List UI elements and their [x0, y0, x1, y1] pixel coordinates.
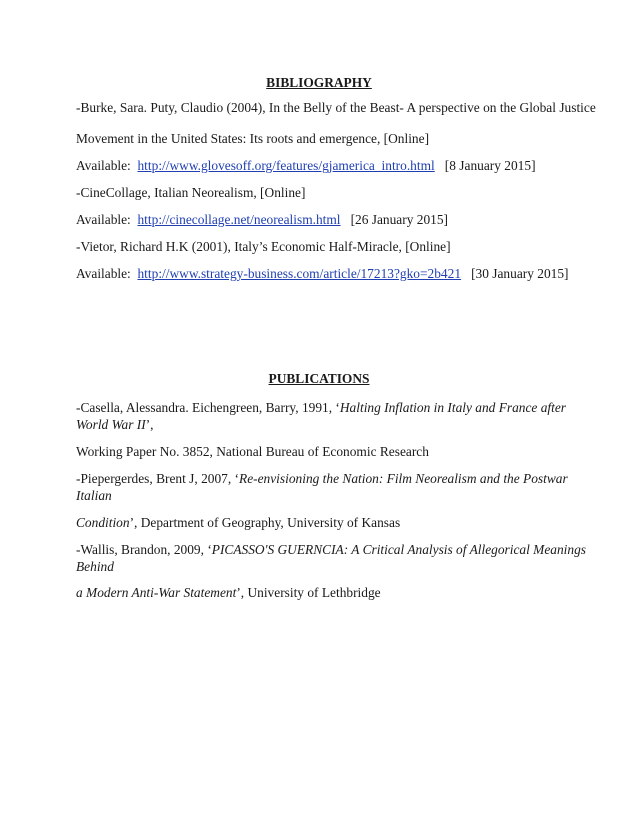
pub-entry-3-line-3: [76, 585, 576, 601]
bib-entry-1-line-1: -Burke, Sara. Puty, Claudio (2004), In the Belly of the Beast- A perspective on the Global Justice: [76, 100, 596, 115]
available-label: Available:: [76, 212, 131, 227]
pub-entry-1-title-part-2: World War II: [76, 417, 146, 432]
pub-entry-2-title-part-3: Condition: [76, 515, 130, 530]
pub-entry-2-suffix: ’, Department of Geography, University of Kansas: [129, 515, 401, 530]
pub-entry-2-title-part-1: Re-envisioning the Nation: Film Neorealism and the Postwar: [239, 471, 568, 486]
bib-entry-3-link[interactable]: http://www.strategy-business.com/article/17213?gko=2b421: [137, 266, 462, 281]
bib-entry-2-line-1: -CineCollage, Italian Neorealism, [Online]: [76, 185, 306, 200]
publications-heading: PUBLICATIONS: [268, 371, 370, 386]
pub-entry-1-suffix: ’,: [145, 417, 154, 432]
pub-entry-1-line-1: [76, 400, 576, 416]
pub-entry-3-line-1: [76, 542, 586, 558]
pub-entry-3-title-part-3: a Modern Anti-War Statement: [76, 585, 237, 600]
bib-entry-3-availability: [76, 266, 576, 282]
bib-entry-1-line-2: Movement in the United States: Its roots and emergence, [Online]: [76, 131, 430, 146]
pub-entry-3-suffix: ’, University of Lethbridge: [236, 585, 381, 600]
pub-entry-2-authors: -Piepergerdes, Brent J, 2007, ‘: [76, 471, 240, 486]
pub-entry-3-title-part-1: PICASSO'S GUERNCIA: A Critical Analysis of Allegorical Meanings: [211, 542, 586, 557]
pub-entry-1-line-3: Working Paper No. 3852, National Bureau of Economic Research: [76, 444, 429, 459]
pub-entry-3-line-2: [76, 559, 576, 575]
bib-entry-2-accessed: [26 January 2015]: [350, 212, 448, 227]
pub-entry-2-line-3: [76, 515, 576, 531]
available-label: Available:: [76, 266, 131, 281]
pub-entry-3-title-part-2: Behind: [76, 559, 114, 574]
bib-entry-1-link[interactable]: http://www.glovesoff.org/features/gjamerica_intro.html: [137, 158, 435, 173]
pub-entry-1-title-part-1: Halting Inflation in Italy and France after: [339, 400, 567, 415]
pub-entry-2-line-1: [76, 471, 576, 487]
pub-entry-3-authors: -Wallis, Brandon, 2009, ‘: [76, 542, 212, 557]
bib-entry-2-link[interactable]: http://cinecollage.net/neorealism.html: [137, 212, 341, 227]
pub-entry-2-title-part-2: Italian: [76, 488, 112, 503]
bib-entry-1-availability: [76, 158, 576, 174]
pub-entry-1-authors: -Casella, Alessandra. Eichengreen, Barry, 1991, ‘: [76, 400, 340, 415]
bib-entry-1-accessed: [8 January 2015]: [444, 158, 536, 173]
bib-entry-3-line-1: -Vietor, Richard H.K (2001), Italy’s Economic Half-Miracle, [Online]: [76, 239, 451, 254]
bib-entry-3-accessed: [30 January 2015]: [471, 266, 569, 281]
available-label: Available:: [76, 158, 131, 173]
bibliography-heading: BIBLIOGRAPHY: [266, 75, 372, 90]
bib-entry-2-availability: [76, 212, 576, 228]
pub-entry-2-line-2: [76, 488, 576, 504]
pub-entry-1-line-2: [76, 417, 576, 433]
